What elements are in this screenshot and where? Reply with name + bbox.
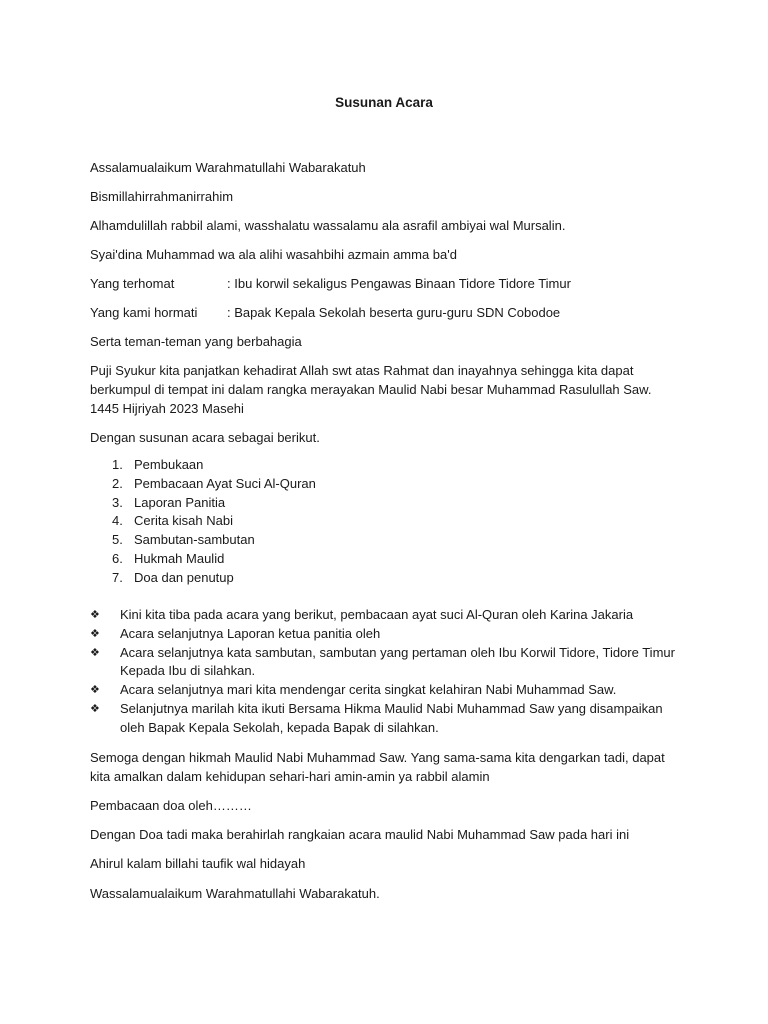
- agenda-item: [90, 569, 650, 588]
- agenda-item: [90, 550, 650, 569]
- agenda-item-text: Sambutan-sambutan: [134, 532, 255, 548]
- honored-guest-label: Yang terhomat: [90, 276, 175, 291]
- agenda-item-text: Pembacaan Ayat Suci Al-Quran: [134, 475, 316, 491]
- diamond-bullet-icon: ❖: [90, 702, 100, 715]
- agenda-item-number: 5.: [112, 532, 123, 548]
- respected-guest-label: Yang kami hormati: [90, 305, 198, 320]
- step-item: [90, 681, 680, 700]
- step-item: [90, 625, 680, 644]
- honored-guest-row: [90, 274, 680, 293]
- step-item-text: Kini kita tiba pada acara yang berikut, pembacaan ayat suci Al-Quran oleh Karina Jakaria: [120, 607, 634, 622]
- closing-prayer: Pembacaan doa oleh………: [90, 798, 252, 813]
- agenda-item: [90, 512, 650, 531]
- agenda-item-number: 7.: [112, 569, 123, 585]
- greeting-basmalah: Bismillahirrahmanirrahim: [90, 189, 234, 204]
- agenda-item: [90, 475, 650, 494]
- agenda-item-number: 6.: [112, 550, 123, 566]
- agenda-item-text: Doa dan penutup: [134, 569, 234, 585]
- greeting-shalawat: Syai'dina Muhammad wa ala alihi wasahbihi azmain amma ba'd: [90, 247, 457, 262]
- step-item-text: Acara selanjutnya mari kita mendengar cerita singkat kelahiran Nabi Muhammad Saw.: [120, 682, 617, 698]
- agenda-item-number: 4.: [112, 513, 123, 529]
- closing-ending: Dengan Doa tadi maka berahirlah rangkaian acara maulid Nabi Muhammad Saw pada hari ini: [90, 827, 630, 842]
- greeting-hamdalah: Alhamdulillah rabbil alami, wasshalatu wassalamu ala asrafil ambiyai wal Mursalin.: [90, 218, 566, 233]
- document-title: Susunan Acara: [335, 95, 433, 110]
- agenda-item-number: 1.: [112, 457, 123, 472]
- agenda-item: [90, 456, 650, 475]
- agenda-item-number: 2.: [112, 475, 123, 491]
- diamond-bullet-icon: ❖: [90, 609, 100, 621]
- agenda-item-text: Hukmah Maulid: [134, 550, 225, 566]
- step-item: [90, 700, 680, 738]
- step-item: [90, 606, 680, 625]
- agenda-list: [90, 456, 650, 588]
- agenda-intro: Dengan susunan acara sebagai berikut.: [90, 430, 320, 445]
- closing-salam: Wassalamualaikum Warahmatullahi Wabarakatuh.: [90, 886, 380, 901]
- step-item-text: Selanjutnya marilah kita ikuti Bersama Hikma Maulid Nabi Muhammad Saw yang disampaikan oleh Bapak Kepala Sekolah, kepada Bapak di silahkan.: [120, 700, 663, 735]
- diamond-bullet-icon: ❖: [90, 627, 100, 640]
- respected-guest-value: : Bapak Kepala Sekolah beserta guru-guru SDN Cobodoe: [227, 305, 561, 320]
- agenda-item: [90, 531, 650, 550]
- agenda-item-number: 3.: [112, 494, 123, 510]
- friends-greeting: Serta teman-teman yang berbahagia: [90, 334, 302, 349]
- step-item-text: Acara selanjutnya kata sambutan, sambutan yang pertaman oleh Ibu Korwil Tidore, Tidore Timur Kepada Ibu di silahkan.: [120, 644, 675, 679]
- agenda-item-text: Cerita kisah Nabi: [134, 513, 233, 529]
- greeting-salam: Assalamualaikum Warahmatullahi Wabarakatuh: [90, 160, 366, 175]
- step-item: [90, 644, 680, 682]
- diamond-bullet-icon: ❖: [90, 646, 100, 659]
- step-item-text: Acara selanjutnya Laporan ketua panitia oleh: [120, 625, 381, 641]
- diamond-bullet-icon: ❖: [90, 684, 100, 697]
- closing-farewell: Ahirul kalam billahi taufik wal hidayah: [90, 856, 306, 871]
- agenda-item-text: Laporan Panitia: [134, 494, 226, 510]
- closing-hikmah: Semoga dengan hikmah Maulid Nabi Muhammad Saw. Yang sama-sama kita dengarkan tadi, dapat kita amalkan dalam kehidupan sehari-hari amin-amin ya rabbil alamin: [90, 750, 665, 784]
- respected-guest-row: [90, 303, 680, 322]
- agenda-item-text: Pembukaan: [134, 457, 204, 472]
- step-list: [90, 606, 680, 738]
- honored-guest-value: : Ibu korwil sekaligus Pengawas Binaan Tidore Tidore Timur: [227, 276, 571, 291]
- agenda-item: [90, 494, 650, 513]
- gratitude-paragraph: Puji Syukur kita panjatkan kehadirat Allah swt atas Rahmat dan inayahnya sehingga kita dapat berkumpul di tempat ini dalam rangka merayakan Maulid Nabi besar Muhammad Rasulullah Saw. 1445 Hijriyah 2023 Masehi: [90, 363, 652, 416]
